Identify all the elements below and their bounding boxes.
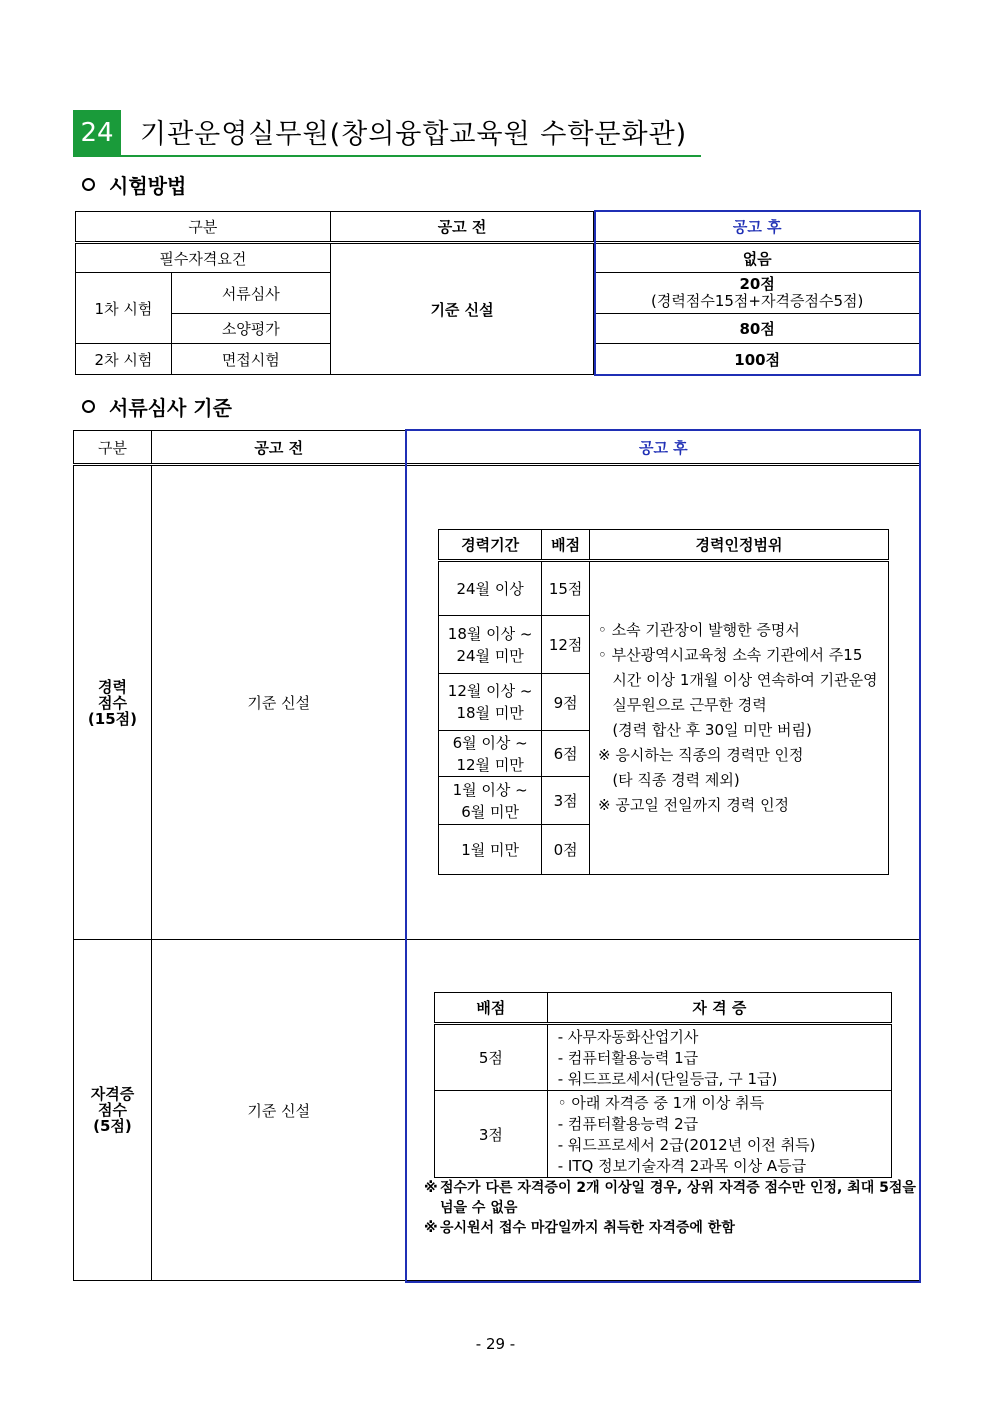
- score-cell: 9점: [542, 674, 590, 731]
- cert-score-cell: 3점: [435, 1091, 548, 1178]
- cert-before: 기준 신설: [151, 940, 406, 1281]
- cert-label: [74, 940, 152, 1281]
- range-line: ※ 응시하는 직종의 경력만 인정: [598, 746, 804, 764]
- heading-doc-review: [82, 392, 232, 421]
- circle-bullet-icon: [82, 178, 95, 191]
- score-cell: 0점: [542, 825, 590, 875]
- range-line: ※ 공고일 전일까지 경력 인정: [598, 796, 790, 814]
- section-title: 기관운영실무원(창의융합교육원 수학문화관): [140, 119, 688, 150]
- cert-score-cell: 5점: [435, 1024, 548, 1091]
- header-category: 구분: [76, 212, 331, 243]
- period-line1: 1월 미만: [461, 841, 520, 859]
- note-text: 점수가 다른 자격증이 2개 이상일 경우, 상위 자격증 점수만 인정, 최대 5점을 넘을 수 없음: [440, 1180, 916, 1216]
- period-line1: 12월 이상 ~: [447, 682, 533, 700]
- row-second-label: 2차 시험: [76, 344, 172, 375]
- cert-item: - 워드프로세서(단일등급, 구 1급): [557, 1070, 778, 1088]
- header-category: 구분: [74, 431, 152, 465]
- header-range: 경력인정범위: [590, 530, 889, 561]
- period-line1: 1월 이상 ~: [452, 780, 528, 799]
- cert-item: - 사무자동화산업기사: [557, 1028, 699, 1046]
- cert-label-line2: 점수: [97, 1101, 127, 1119]
- career-label-line3: (15점): [87, 709, 137, 728]
- note-text: 응시원서 접수 마감일까지 취득한 자격증에 한함: [440, 1220, 735, 1236]
- header-before: 공고 전: [330, 212, 594, 243]
- range-line: ◦ 소속 기관장이 발행한 증명서: [598, 621, 800, 639]
- cert-list: [558, 1027, 891, 1090]
- period-line2: 18월 미만: [456, 704, 524, 722]
- score-cell: 15점: [542, 561, 590, 616]
- cert-label-line1: 자격증: [90, 1085, 135, 1103]
- row-required-label: 필수자격요건: [76, 243, 331, 273]
- career-score-table: [438, 529, 889, 875]
- period-cell: [439, 731, 542, 777]
- cert-item: - 컴퓨터활용능력 1급: [557, 1049, 699, 1067]
- period-line2: 6월 미만: [461, 802, 520, 821]
- before-value: 기준 신설: [330, 243, 594, 375]
- period-line1: 18월 이상 ~: [447, 624, 533, 643]
- exam-method-table: [75, 211, 921, 375]
- period-line2: 12월 미만: [456, 755, 524, 774]
- heading-exam-method: [82, 170, 186, 199]
- period-cell: [439, 616, 542, 674]
- period-line1: 6월 이상 ~: [452, 733, 528, 752]
- range-line: 시간 이상 1개월 이상 연속하여 기관운영: [598, 671, 878, 689]
- cert-item: - 워드프로세서 2급(2012년 이전 취득): [557, 1136, 816, 1154]
- period-cell: [439, 777, 542, 825]
- range-line: (타 직종 경력 제외): [598, 771, 740, 789]
- range-line: ◦ 부산광역시교육청 소속 기관에서 주15: [598, 646, 863, 664]
- score-cell: 12점: [542, 616, 590, 674]
- period-line2: 24월 미만: [456, 646, 524, 665]
- row-first-label: 1차 시험: [76, 273, 172, 344]
- cert-item: - ITQ 정보기술자격 2과목 이상 A등급: [557, 1157, 807, 1175]
- career-label-line1: 경력: [97, 677, 127, 696]
- heading-doc-review-text: 서류심사 기준: [109, 396, 232, 420]
- row-culture-label: 소양평가: [171, 314, 330, 344]
- score-cell: 6점: [542, 731, 590, 777]
- title-underline: [73, 155, 701, 157]
- doc-after-score: 20점: [739, 275, 775, 293]
- interview-after: 100점: [594, 344, 921, 375]
- circle-bullet-icon: [82, 400, 95, 413]
- header-after: 공고 후: [594, 212, 921, 243]
- note-item: [424, 1218, 916, 1238]
- cert-list-cell: [547, 1091, 891, 1178]
- note-mark: ※: [424, 1180, 438, 1196]
- header-before: 공고 전: [151, 431, 406, 465]
- section-number: 24: [73, 110, 121, 155]
- doc-after-detail: (경력점수15점+자격증점수5점): [651, 292, 864, 310]
- cert-label-line3: (5점): [93, 1117, 132, 1135]
- header-period: 경력기간: [439, 530, 542, 561]
- header-score: 배점: [435, 993, 548, 1024]
- note-mark: ※: [424, 1220, 438, 1236]
- period-line1: 24월 이상: [456, 580, 524, 598]
- cert-list: [558, 1093, 891, 1177]
- range-lines: [598, 618, 882, 818]
- score-cell: 3점: [542, 777, 590, 825]
- career-before: 기준 신설: [151, 465, 406, 940]
- header-after: 공고 후: [406, 431, 920, 465]
- range-line: (경력 합산 후 30일 미만 버림): [598, 721, 812, 739]
- heading-exam-method-text: 시험방법: [109, 174, 187, 198]
- period-cell: [439, 825, 542, 875]
- row-doc-label: 서류심사: [171, 273, 330, 314]
- header-score: 배점: [542, 530, 590, 561]
- cert-item: - 컴퓨터활용능력 2급: [557, 1115, 699, 1133]
- doc-after: [594, 273, 921, 314]
- cert-notes: [424, 1178, 916, 1238]
- note-item: [424, 1178, 916, 1218]
- required-after: 없음: [594, 243, 921, 273]
- row-interview-label: 면접시험: [171, 344, 330, 375]
- period-cell: [439, 561, 542, 616]
- cert-list-cell: [547, 1024, 891, 1091]
- cert-item: ◦ 아래 자격증 중 1개 이상 취득: [557, 1094, 765, 1112]
- page-number: - 29 -: [475, 1335, 516, 1353]
- career-label-line2: 점수: [97, 693, 127, 712]
- range-line: 실무원으로 근무한 경력: [598, 696, 767, 714]
- cert-score-table: [434, 992, 892, 1178]
- culture-after: 80점: [594, 314, 921, 344]
- career-label: [74, 465, 152, 940]
- range-cell: [590, 561, 889, 875]
- period-cell: [439, 674, 542, 731]
- header-cert: 자 격 증: [547, 993, 891, 1024]
